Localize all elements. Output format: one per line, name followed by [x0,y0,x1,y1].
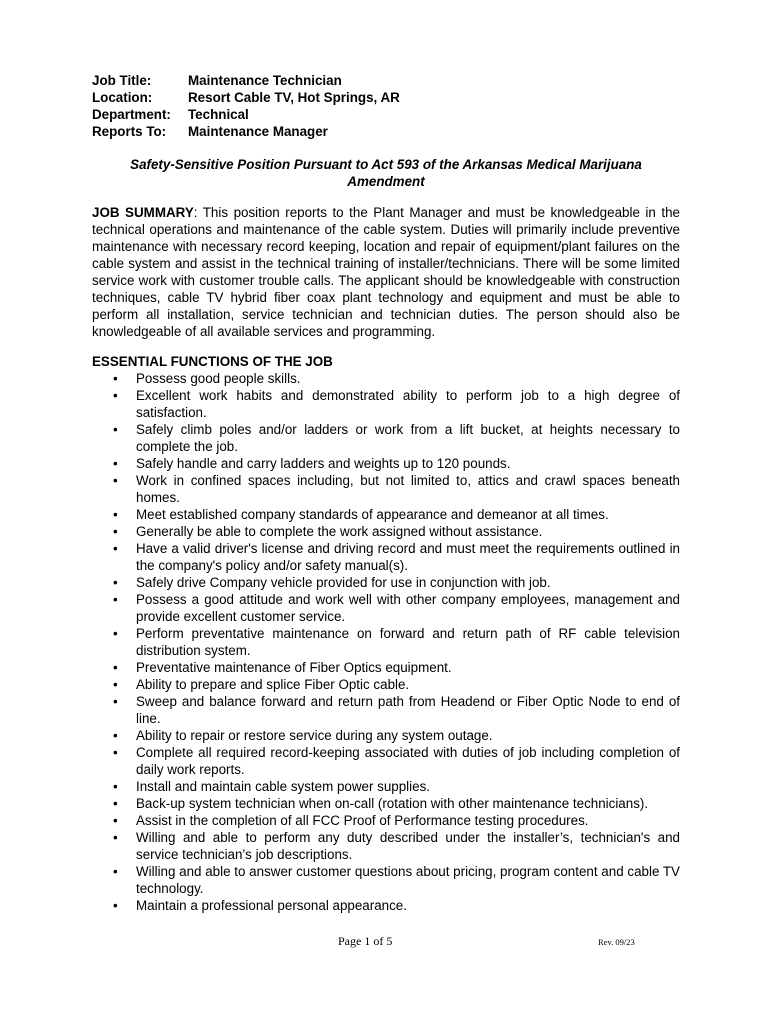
function-item-text: Meet established company standards of appearance and demeanor at all times. [136,507,609,522]
bullet-icon: • [113,898,118,913]
function-list-item [92,540,680,574]
header-row-department [92,106,400,123]
function-list-item [92,455,680,472]
function-list-item [92,421,680,455]
function-item-text: Possess good people skills. [136,371,301,386]
bullet-icon: • [113,388,118,403]
bullet-icon: • [113,371,118,386]
bullet-icon: • [113,507,118,522]
function-item-text: Install and maintain cable system power supplies. [136,779,430,794]
job-summary [92,204,680,340]
function-list-item [92,625,680,659]
job-header [92,72,400,140]
bullet-icon: • [113,830,118,845]
bullet-icon: • [113,779,118,794]
page-number: Page 1 of 5 [338,934,393,948]
header-label: Reports To: [92,124,167,139]
function-list-item [92,370,680,387]
function-list-item [92,591,680,625]
function-item-text: Complete all required record-keeping associated with duties of job including completion of daily work reports. [136,745,680,777]
function-item-text: Ability to repair or restore service during any system outage. [136,728,493,743]
function-list-item [92,387,680,421]
bullet-icon: • [113,745,118,760]
function-item-text: Safely handle and carry ladders and weights up to 120 pounds. [136,456,511,471]
function-item-text: Willing and able to answer customer questions about pricing, program content and cable TV technology. [136,864,680,896]
function-item-text: Maintain a professional personal appearance. [136,898,407,913]
function-item-text: Possess a good attitude and work well with other company employees, management and provide excellent customer service. [136,592,680,624]
function-item-text: Ability to prepare and splice Fiber Optic cable. [136,677,410,692]
bullet-icon: • [113,626,118,641]
function-list-item [92,472,680,506]
bullet-icon: • [113,864,118,879]
header-value: Resort Cable TV, Hot Springs, AR [188,90,400,105]
function-list-item [92,744,680,778]
function-list-item [92,829,680,863]
job-summary-label: JOB SUMMARY [92,205,194,220]
function-list-item [92,523,680,540]
bullet-icon: • [113,728,118,743]
header-row-location [92,89,400,106]
function-list-item [92,795,680,812]
bullet-icon: • [113,524,118,539]
essential-functions-title: ESSENTIAL FUNCTIONS OF THE JOB [92,354,333,369]
header-label: Department: [92,107,171,122]
bullet-icon: • [113,660,118,675]
function-list-item [92,693,680,727]
header-value: Maintenance Manager [188,124,328,139]
function-item-text: Perform preventative maintenance on forward and return path of RF cable television distribution system. [136,626,680,658]
function-list-item [92,897,680,914]
function-item-text: Excellent work habits and demonstrated ability to perform job to a high degree of satisfaction. [136,388,680,420]
function-list-item [92,812,680,829]
header-row-reports-to [92,123,400,140]
function-item-text: Have a valid driver's license and driving record and must meet the requirements outlined in the company's policy and/or safety manual(s). [136,541,680,573]
bullet-icon: • [113,796,118,811]
bullet-icon: • [113,422,118,437]
bullet-icon: • [113,473,118,488]
function-list-item [92,659,680,676]
safety-notice: Safety-Sensitive Position Pursuant to Act 593 of the Arkansas Medical Marijuana Amendment [130,157,642,189]
function-item-text: Sweep and balance forward and return path from Headend or Fiber Optic Node to end of line. [136,694,680,726]
bullet-icon: • [113,813,118,828]
bullet-icon: • [113,677,118,692]
function-item-text: Work in confined spaces including, but not limited to, attics and crawl spaces beneath homes. [136,473,680,505]
function-list-item [92,863,680,897]
function-item-text: Back-up system technician when on-call (rotation with other maintenance technicians). [136,796,649,811]
header-value: Maintenance Technician [188,73,342,88]
bullet-icon: • [113,592,118,607]
header-value: Technical [188,107,249,122]
function-item-text: Willing and able to perform any duty described under the installer’s, technician's and service technician’s job descriptions. [136,830,680,862]
bullet-icon: • [113,541,118,556]
function-item-text: Safely climb poles and/or ladders or work from a lift bucket, at heights necessary to complete the job. [136,422,680,454]
function-list-item [92,506,680,523]
function-item-text: Assist in the completion of all FCC Proof of Performance testing procedures. [136,813,589,828]
header-label: Job Title: [92,73,152,88]
function-list-item [92,574,680,591]
bullet-icon: • [113,575,118,590]
job-summary-text: : This position reports to the Plant Manager and must be knowledgeable in the technical operations and maintenance of the cable system. Duties will primarily include preventive maintenance with necessary record keeping, location and repair of equipment/plant failures on the cable system and assist in the technical training of installer/technicians. There will be some limited service work with customer trouble calls. The applicant should be knowledgeable with construction techniques, cable TV hybrid fiber coax plant technology and equipment and must be able to perform all installation, service technician and technician duties. The person should also be knowledgeable of all available services and programming. [92,205,680,339]
bullet-icon: • [113,456,118,471]
function-item-text: Generally be able to complete the work assigned without assistance. [136,524,543,539]
function-list-item [92,727,680,744]
function-list-item [92,676,680,693]
header-label: Location: [92,90,153,105]
essential-functions-list [92,370,680,914]
function-list-item [92,778,680,795]
bullet-icon: • [113,694,118,709]
function-item-text: Preventative maintenance of Fiber Optics equipment. [136,660,452,675]
function-item-text: Safely drive Company vehicle provided for use in conjunction with job. [136,575,551,590]
header-row-job-title [92,72,400,89]
revision-date: Rev. 09/23 [598,937,635,947]
